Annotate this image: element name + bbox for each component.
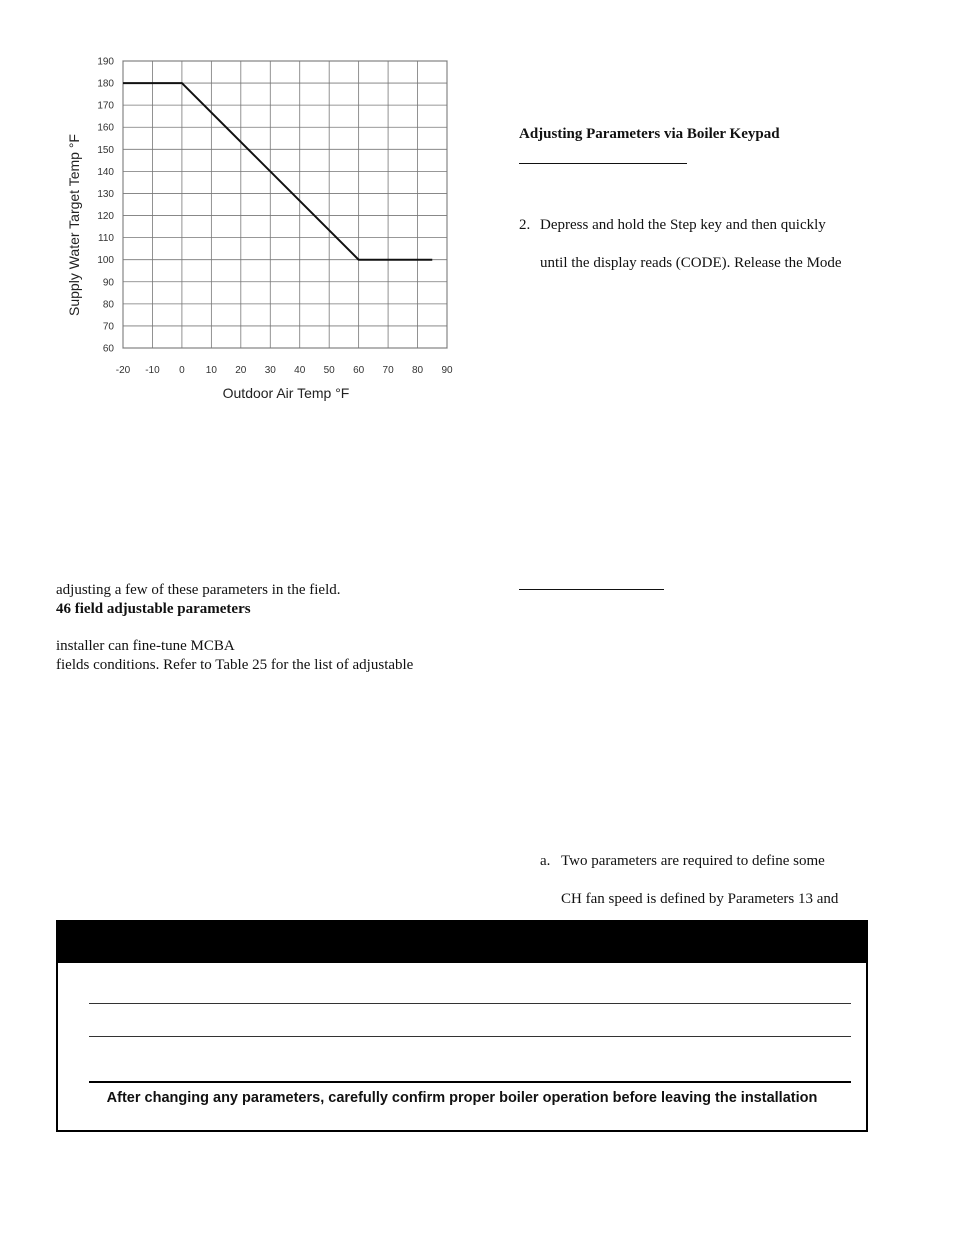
x-tick-labels (116, 365, 453, 376)
x-tick-label: 0 (179, 365, 185, 376)
y-tick-label: 100 (97, 255, 114, 267)
x-tick-label: -20 (115, 365, 131, 376)
body-text-line: fields conditions. Refer to Table 25 for the list of adjustable (56, 657, 414, 673)
x-tick-label: 10 (205, 365, 217, 376)
warning-divider (89, 1036, 851, 1037)
x-tick-label: 80 (411, 365, 424, 376)
y-tick-label: 160 (97, 122, 114, 134)
y-tick-labels (97, 57, 114, 355)
y-tick-label: 60 (102, 343, 114, 355)
step-number: 2. (519, 217, 531, 233)
chart-grid (123, 61, 447, 348)
warning-text: After changing any parameters, carefully confirm proper boiler operation before leaving the installation (106, 1090, 818, 1106)
y-tick-label: 140 (97, 166, 114, 178)
y-tick-label: 120 (97, 211, 114, 223)
warning-divider (89, 1003, 851, 1004)
x-axis-label: Outdoor Air Temp °F (222, 385, 350, 401)
outdoor-reset-chart (58, 50, 458, 410)
y-tick-label: 130 (97, 188, 114, 200)
x-tick-label: -10 (145, 365, 160, 376)
y-tick-label: 170 (97, 100, 114, 112)
warning-divider (89, 1081, 851, 1083)
y-tick-label: 150 (97, 144, 114, 156)
x-tick-label: 40 (294, 365, 306, 376)
x-tick-label: 30 (264, 365, 276, 376)
substep-text-line: Two parameters are required to define some (561, 853, 825, 869)
body-text-line: installer can fine-tune MCBA (56, 638, 235, 654)
body-text-line: adjusting a few of these parameters in the field. (56, 582, 341, 598)
y-axis-label: Supply Water Target Temp °F (66, 134, 82, 316)
y-tick-label: 90 (102, 277, 114, 289)
heading-underline (519, 163, 687, 164)
x-tick-label: 90 (441, 365, 453, 376)
y-tick-label: 190 (97, 56, 114, 68)
plot-area (123, 61, 447, 348)
section-heading: Adjusting Parameters via Boiler Keypad (519, 126, 780, 142)
warning-header-bar (58, 922, 866, 963)
x-tick-label: 20 (235, 365, 247, 376)
y-tick-label: 80 (102, 299, 114, 311)
body-text-bold: 46 field adjustable parameters (56, 601, 251, 617)
step-text-line: Depress and hold the Step key and then quickly (540, 217, 826, 233)
x-tick-label: 50 (323, 365, 335, 376)
section-underline (519, 589, 664, 590)
warning-box (56, 920, 868, 1132)
substep-text-line: CH fan speed is defined by Parameters 13 and (561, 891, 839, 907)
x-tick-label: 60 (353, 365, 365, 376)
y-tick-label: 110 (98, 233, 114, 245)
step-text-line: until the display reads (CODE). Release the Mode (540, 255, 842, 271)
x-tick-label: 70 (382, 365, 394, 376)
y-tick-label: 180 (97, 78, 114, 90)
y-tick-label: 70 (102, 321, 114, 333)
substep-letter: a. (540, 853, 551, 869)
